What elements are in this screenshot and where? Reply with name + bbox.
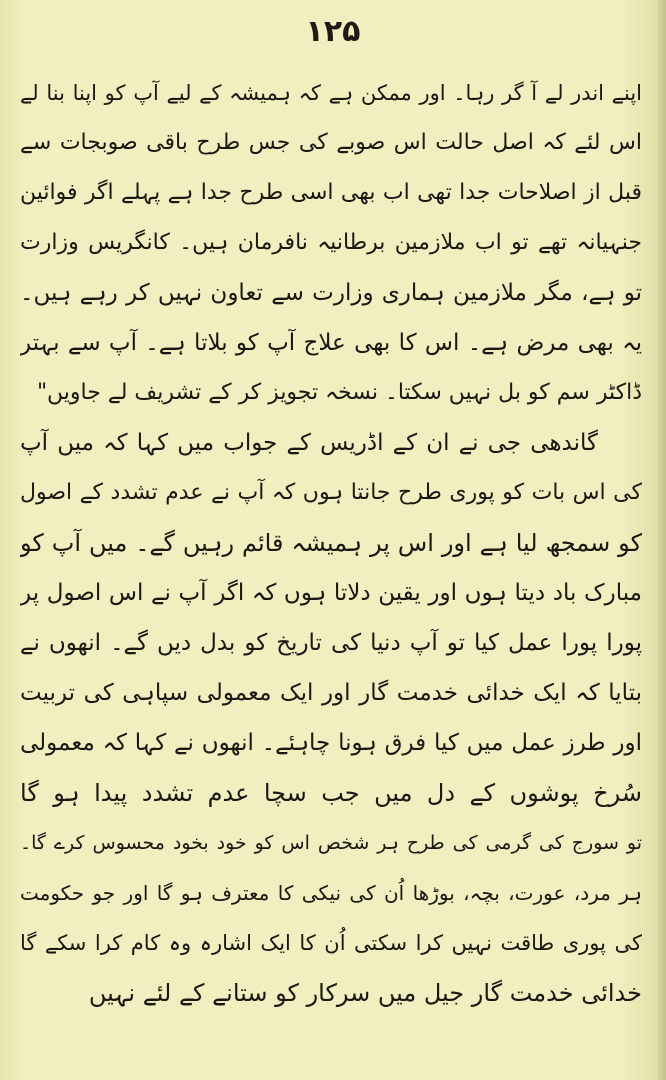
text-line-16: تو سورج کی گرمی کی طرح ہر شخص اس کو خود بخود محسوس کرے گا۔ (20, 832, 642, 854)
text-line-9: کی اس بات کو پوری طرح جانتا ہوں کہ آپ نے عدم تشدد کے اصول (20, 480, 642, 505)
text-line-3: قبل از اصلاحات جدا تھی اب بھی اسی طرح جدا ہے پہلے اگر فوائین (20, 180, 642, 205)
page-binding-edge (658, 0, 666, 1080)
text-line-19: خدائی خدمت گار جیل میں سرکار کو ستانے کے لئے نہیں (88, 979, 642, 1007)
text-line-8: گاندھی جی نے ان کے اڈریس کے جواب میں کہا کہ میں آپ (20, 430, 598, 456)
text-line-7: ڈاکٹر سم کو بل نہیں سکتا۔ نسخہ تجویز کر کے تشریف لے جاویں" (36, 380, 642, 405)
text-line-13: بتایا کہ ایک خدائی خدمت گار اور ایک معمولی سپاہی کی تربیت (20, 680, 642, 706)
text-line-18: کی پوری طاقت نہیں کرا سکتی اُن کا ایک اشارہ وہ کام کرا سکے گا (20, 931, 642, 955)
text-line-5: تو ہے، مگر ملازمین ہماری وزارت سے تعاون نہیں کر رہے ہیں۔ (20, 280, 642, 306)
text-line-15: سُرخ پوشوں کے دل میں جب سچا عدم تشدد پیدا ہو گا (20, 779, 642, 807)
text-line-17: ہر مرد، عورت، بچہ، بوڑھا اُن کی نیکی کا معترف ہو گا اور جو حکومت (20, 881, 642, 905)
text-line-14: اور طرز عمل میں کیا فرق ہونا چاہئے۔ انھوں نے کہا کہ معمولی (20, 730, 642, 756)
text-line-1: اپنے اندر لے آ گر رہا۔ اور ممکن ہے کہ ہمیشہ کے لیے آپ کو اپنا بنا لے (20, 81, 642, 105)
page-number: ۱۲۵ (305, 14, 361, 49)
text-line-6: یہ بھی مرض ہے۔ اس کا بھی علاج آپ کو بلاتا ہے۔ آپ سے بہتر (20, 330, 642, 356)
text-line-12: پورا پورا عمل کیا تو آپ دنیا کی تاریخ کو بدل دیں گے۔ انھوں نے (20, 630, 642, 656)
text-line-11: مبارک باد دیتا ہوں اور یقین دلاتا ہوں کہ اگر آپ نے اس اصول پر (20, 580, 642, 606)
text-line-10: کو سمجھ لیا ہے اور اس پر ہمیشہ قائم رہیں گے۔ میں آپ کو (20, 529, 642, 557)
text-line-2: اس لئے کہ اصل حالت اس صوبے کی جس طرح باقی صوبجات سے (20, 130, 642, 155)
body-text (20, 68, 642, 1018)
text-line-4: جنہیانہ تھے تو اب ملازمین برطانیہ نافرمان ہیں۔ کانگریس وزارت (20, 230, 642, 255)
